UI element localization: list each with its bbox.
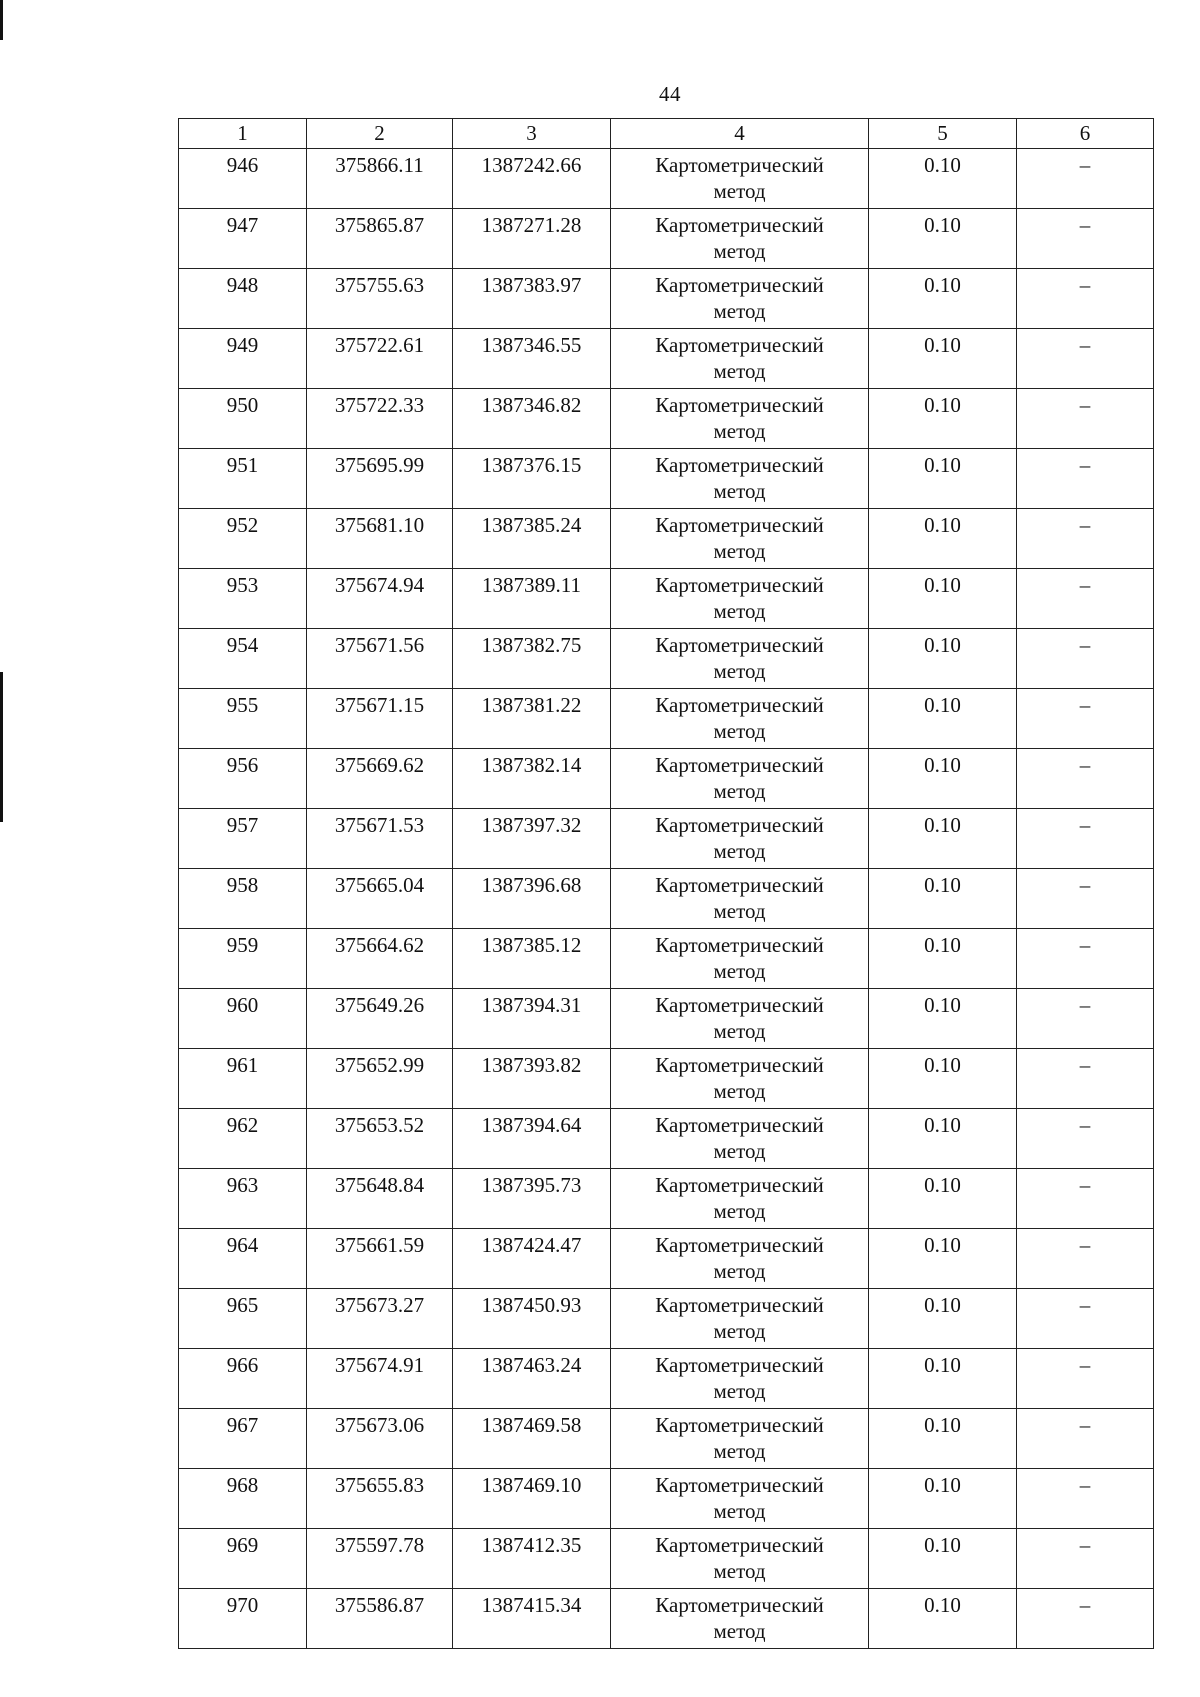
point-number-cell: 951: [179, 449, 307, 509]
y-coordinate-cell: 1387469.10: [453, 1469, 611, 1529]
table-row: [179, 149, 1154, 209]
method-line-2: метод: [713, 1379, 766, 1403]
method-line-1: Картометрический: [655, 1293, 824, 1317]
method-cell: [611, 629, 869, 689]
method-cell: [611, 269, 869, 329]
accuracy-cell: 0.10: [869, 1049, 1017, 1109]
accuracy-cell: 0.10: [869, 1589, 1017, 1649]
accuracy-cell: 0.10: [869, 329, 1017, 389]
table-row: [179, 869, 1154, 929]
point-number-cell: 970: [179, 1589, 307, 1649]
method-cell: [611, 1349, 869, 1409]
point-number-cell: 961: [179, 1049, 307, 1109]
note-cell: –: [1017, 509, 1154, 569]
note-cell: –: [1017, 1469, 1154, 1529]
method-line-2: метод: [713, 659, 766, 683]
table-body: [179, 149, 1154, 1649]
method-cell: [611, 1169, 869, 1229]
y-coordinate-cell: 1387397.32: [453, 809, 611, 869]
note-cell: –: [1017, 629, 1154, 689]
method-line-2: метод: [713, 779, 766, 803]
method-line-2: метод: [713, 1619, 766, 1643]
scan-edge-mark-middle: [0, 672, 3, 822]
x-coordinate-cell: 375648.84: [307, 1169, 453, 1229]
note-cell: –: [1017, 1229, 1154, 1289]
point-number-cell: 963: [179, 1169, 307, 1229]
table-row: [179, 629, 1154, 689]
method-cell: [611, 1049, 869, 1109]
method-cell: [611, 749, 869, 809]
method-line-1: Картометрический: [655, 153, 824, 177]
method-line-1: Картометрический: [655, 873, 824, 897]
x-coordinate-cell: 375671.56: [307, 629, 453, 689]
column-header: 2: [307, 119, 453, 149]
method-cell: [611, 569, 869, 629]
y-coordinate-cell: 1387346.55: [453, 329, 611, 389]
accuracy-cell: 0.10: [869, 1409, 1017, 1469]
column-header: 1: [179, 119, 307, 149]
y-coordinate-cell: 1387394.64: [453, 1109, 611, 1169]
method-line-1: Картометрический: [655, 1113, 824, 1137]
x-coordinate-cell: 375673.27: [307, 1289, 453, 1349]
table-row: [179, 1289, 1154, 1349]
method-cell: [611, 929, 869, 989]
table-row: [179, 329, 1154, 389]
method-cell: [611, 869, 869, 929]
y-coordinate-cell: 1387271.28: [453, 209, 611, 269]
accuracy-cell: 0.10: [869, 1289, 1017, 1349]
table-row: [179, 749, 1154, 809]
y-coordinate-cell: 1387346.82: [453, 389, 611, 449]
method-cell: [611, 1469, 869, 1529]
method-cell: [611, 989, 869, 1049]
note-cell: –: [1017, 1409, 1154, 1469]
point-number-cell: 947: [179, 209, 307, 269]
table-row: [179, 1529, 1154, 1589]
column-header: 3: [453, 119, 611, 149]
y-coordinate-cell: 1387385.24: [453, 509, 611, 569]
point-number-cell: 965: [179, 1289, 307, 1349]
table-row: [179, 689, 1154, 749]
accuracy-cell: 0.10: [869, 1229, 1017, 1289]
table-row: [179, 449, 1154, 509]
method-line-2: метод: [713, 299, 766, 323]
method-line-2: метод: [713, 539, 766, 563]
y-coordinate-cell: 1387412.35: [453, 1529, 611, 1589]
accuracy-cell: 0.10: [869, 449, 1017, 509]
method-cell: [611, 149, 869, 209]
column-header: 4: [611, 119, 869, 149]
note-cell: –: [1017, 689, 1154, 749]
accuracy-cell: 0.10: [869, 569, 1017, 629]
y-coordinate-cell: 1387394.31: [453, 989, 611, 1049]
x-coordinate-cell: 375671.15: [307, 689, 453, 749]
y-coordinate-cell: 1387382.14: [453, 749, 611, 809]
table-row: [179, 389, 1154, 449]
method-cell: [611, 1109, 869, 1169]
point-number-cell: 950: [179, 389, 307, 449]
method-line-1: Картометрический: [655, 1233, 824, 1257]
table-row: [179, 929, 1154, 989]
method-line-1: Картометрический: [655, 813, 824, 837]
page-number: 44: [659, 82, 681, 106]
note-cell: –: [1017, 269, 1154, 329]
point-number-cell: 966: [179, 1349, 307, 1409]
y-coordinate-cell: 1387396.68: [453, 869, 611, 929]
method-line-1: Картометрический: [655, 333, 824, 357]
accuracy-cell: 0.10: [869, 1529, 1017, 1589]
note-cell: –: [1017, 1529, 1154, 1589]
table-row: [179, 1229, 1154, 1289]
x-coordinate-cell: 375722.33: [307, 389, 453, 449]
method-line-1: Картометрический: [655, 933, 824, 957]
method-line-1: Картометрический: [655, 393, 824, 417]
table-row: [179, 209, 1154, 269]
method-line-2: метод: [713, 599, 766, 623]
point-number-cell: 953: [179, 569, 307, 629]
method-line-2: метод: [713, 1019, 766, 1043]
method-cell: [611, 1529, 869, 1589]
method-line-2: метод: [713, 1559, 766, 1583]
x-coordinate-cell: 375661.59: [307, 1229, 453, 1289]
note-cell: –: [1017, 209, 1154, 269]
method-line-2: метод: [713, 1079, 766, 1103]
x-coordinate-cell: 375669.62: [307, 749, 453, 809]
table-row: [179, 1109, 1154, 1169]
method-line-2: метод: [713, 1259, 766, 1283]
table-row: [179, 569, 1154, 629]
table-row: [179, 509, 1154, 569]
point-number-cell: 957: [179, 809, 307, 869]
note-cell: –: [1017, 569, 1154, 629]
column-header: 6: [1017, 119, 1154, 149]
x-coordinate-cell: 375653.52: [307, 1109, 453, 1169]
x-coordinate-cell: 375655.83: [307, 1469, 453, 1529]
accuracy-cell: 0.10: [869, 1109, 1017, 1169]
x-coordinate-cell: 375649.26: [307, 989, 453, 1049]
x-coordinate-cell: 375674.91: [307, 1349, 453, 1409]
y-coordinate-cell: 1387376.15: [453, 449, 611, 509]
note-cell: –: [1017, 1169, 1154, 1229]
method-line-2: метод: [713, 239, 766, 263]
x-coordinate-cell: 375586.87: [307, 1589, 453, 1649]
column-header: 5: [869, 119, 1017, 149]
point-number-cell: 962: [179, 1109, 307, 1169]
point-number-cell: 952: [179, 509, 307, 569]
table-row: [179, 1469, 1154, 1529]
accuracy-cell: 0.10: [869, 1469, 1017, 1529]
method-line-1: Картометрический: [655, 1593, 824, 1617]
point-number-cell: 949: [179, 329, 307, 389]
method-line-1: Картометрический: [655, 633, 824, 657]
x-coordinate-cell: 375674.94: [307, 569, 453, 629]
y-coordinate-cell: 1387382.75: [453, 629, 611, 689]
y-coordinate-cell: 1387389.11: [453, 569, 611, 629]
note-cell: –: [1017, 449, 1154, 509]
note-cell: –: [1017, 929, 1154, 989]
table-row: [179, 1589, 1154, 1649]
x-coordinate-cell: 375722.61: [307, 329, 453, 389]
accuracy-cell: 0.10: [869, 149, 1017, 209]
method-line-1: Картометрический: [655, 1173, 824, 1197]
method-line-1: Картометрический: [655, 513, 824, 537]
point-number-cell: 954: [179, 629, 307, 689]
x-coordinate-cell: 375665.04: [307, 869, 453, 929]
method-line-2: метод: [713, 1439, 766, 1463]
y-coordinate-cell: 1387424.47: [453, 1229, 611, 1289]
method-line-2: метод: [713, 839, 766, 863]
point-number-cell: 964: [179, 1229, 307, 1289]
x-coordinate-cell: 375671.53: [307, 809, 453, 869]
x-coordinate-cell: 375866.11: [307, 149, 453, 209]
y-coordinate-cell: 1387385.12: [453, 929, 611, 989]
table-row: [179, 1049, 1154, 1109]
method-line-1: Картометрический: [655, 1353, 824, 1377]
method-line-1: Картометрический: [655, 993, 824, 1017]
accuracy-cell: 0.10: [869, 629, 1017, 689]
note-cell: –: [1017, 809, 1154, 869]
point-number-cell: 968: [179, 1469, 307, 1529]
method-cell: [611, 209, 869, 269]
method-line-2: метод: [713, 479, 766, 503]
x-coordinate-cell: 375865.87: [307, 209, 453, 269]
method-cell: [611, 1229, 869, 1289]
method-cell: [611, 1409, 869, 1469]
method-cell: [611, 809, 869, 869]
method-line-2: метод: [713, 1499, 766, 1523]
point-number-cell: 969: [179, 1529, 307, 1589]
accuracy-cell: 0.10: [869, 989, 1017, 1049]
y-coordinate-cell: 1387242.66: [453, 149, 611, 209]
table-row: [179, 809, 1154, 869]
method-line-1: Картометрический: [655, 1533, 824, 1557]
accuracy-cell: 0.10: [869, 389, 1017, 449]
scan-edge-mark-top: [0, 0, 3, 40]
method-line-2: метод: [713, 1199, 766, 1223]
point-number-cell: 959: [179, 929, 307, 989]
x-coordinate-cell: 375664.62: [307, 929, 453, 989]
point-number-cell: 958: [179, 869, 307, 929]
method-line-2: метод: [713, 419, 766, 443]
method-line-2: метод: [713, 359, 766, 383]
method-line-1: Картометрический: [655, 753, 824, 777]
accuracy-cell: 0.10: [869, 209, 1017, 269]
accuracy-cell: 0.10: [869, 269, 1017, 329]
note-cell: –: [1017, 1349, 1154, 1409]
x-coordinate-cell: 375755.63: [307, 269, 453, 329]
note-cell: –: [1017, 989, 1154, 1049]
point-number-cell: 967: [179, 1409, 307, 1469]
accuracy-cell: 0.10: [869, 929, 1017, 989]
method-line-2: метод: [713, 959, 766, 983]
method-line-1: Картометрический: [655, 453, 824, 477]
method-cell: [611, 1289, 869, 1349]
note-cell: –: [1017, 869, 1154, 929]
note-cell: –: [1017, 749, 1154, 809]
x-coordinate-cell: 375695.99: [307, 449, 453, 509]
method-cell: [611, 449, 869, 509]
x-coordinate-cell: 375673.06: [307, 1409, 453, 1469]
y-coordinate-cell: 1387381.22: [453, 689, 611, 749]
y-coordinate-cell: 1387415.34: [453, 1589, 611, 1649]
y-coordinate-cell: 1387383.97: [453, 269, 611, 329]
method-cell: [611, 329, 869, 389]
method-cell: [611, 689, 869, 749]
y-coordinate-cell: 1387469.58: [453, 1409, 611, 1469]
method-line-2: метод: [713, 1139, 766, 1163]
point-number-cell: 948: [179, 269, 307, 329]
table-row: [179, 1169, 1154, 1229]
table-header-row: [179, 119, 1154, 149]
table-row: [179, 1349, 1154, 1409]
y-coordinate-cell: 1387395.73: [453, 1169, 611, 1229]
note-cell: –: [1017, 1049, 1154, 1109]
table-row: [179, 269, 1154, 329]
method-cell: [611, 389, 869, 449]
accuracy-cell: 0.10: [869, 509, 1017, 569]
y-coordinate-cell: 1387463.24: [453, 1349, 611, 1409]
accuracy-cell: 0.10: [869, 869, 1017, 929]
accuracy-cell: 0.10: [869, 809, 1017, 869]
note-cell: –: [1017, 1589, 1154, 1649]
method-line-1: Картометрический: [655, 1053, 824, 1077]
point-number-cell: 960: [179, 989, 307, 1049]
note-cell: –: [1017, 1289, 1154, 1349]
method-line-1: Картометрический: [655, 693, 824, 717]
method-line-1: Картометрический: [655, 1413, 824, 1437]
accuracy-cell: 0.10: [869, 1169, 1017, 1229]
method-cell: [611, 1589, 869, 1649]
x-coordinate-cell: 375652.99: [307, 1049, 453, 1109]
method-cell: [611, 509, 869, 569]
point-number-cell: 955: [179, 689, 307, 749]
accuracy-cell: 0.10: [869, 689, 1017, 749]
note-cell: –: [1017, 329, 1154, 389]
method-line-1: Картометрический: [655, 213, 824, 237]
method-line-2: метод: [713, 1319, 766, 1343]
y-coordinate-cell: 1387450.93: [453, 1289, 611, 1349]
method-line-2: метод: [713, 719, 766, 743]
y-coordinate-cell: 1387393.82: [453, 1049, 611, 1109]
note-cell: –: [1017, 1109, 1154, 1169]
note-cell: –: [1017, 389, 1154, 449]
point-number-cell: 956: [179, 749, 307, 809]
table-row: [179, 989, 1154, 1049]
table-row: [179, 1409, 1154, 1469]
method-line-1: Картометрический: [655, 1473, 824, 1497]
point-number-cell: 946: [179, 149, 307, 209]
coordinates-table: [178, 118, 1154, 1649]
accuracy-cell: 0.10: [869, 749, 1017, 809]
method-line-2: метод: [713, 899, 766, 923]
accuracy-cell: 0.10: [869, 1349, 1017, 1409]
x-coordinate-cell: 375597.78: [307, 1529, 453, 1589]
method-line-1: Картометрический: [655, 273, 824, 297]
method-line-1: Картометрический: [655, 573, 824, 597]
method-line-2: метод: [713, 179, 766, 203]
x-coordinate-cell: 375681.10: [307, 509, 453, 569]
note-cell: –: [1017, 149, 1154, 209]
